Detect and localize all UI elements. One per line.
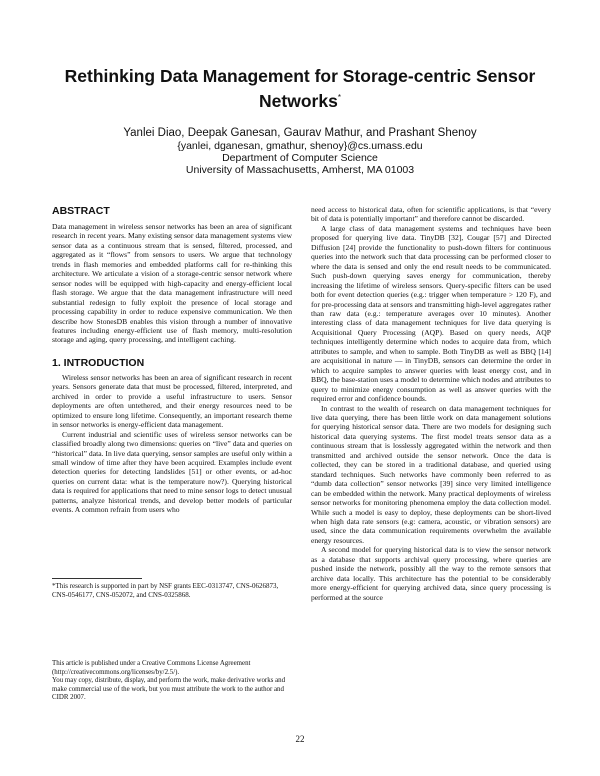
right-paragraph-3: In contrast to the wealth of research on data management techniques for live data querying, there has been little work on data management solutions for querying historical sensor data. There are two models for designing such historical data querying systems. The first model treats sensor data as a continuous stream that is losslessly aggregated within the network and then transmitted and archived outside the sensor network. Once the data is collected, they can be stored in a traditional database, and queried using standard techniques. Such networks have commonly been referred to as “dumb data collection” sensor networks [39] since very limited intelligence can be embedded within the network. Many practical deployments of wireless sensor networks for monitoring phenomena employ the data collection model. While such a model is easy to deploy, these deployments can be short-lived when high data rate sensors (e.g: camera, acoustic, or vibration sensors) are used, since the data communication requirements overwhelm the available energy resources. [311,403,551,545]
department: Department of Computer Science [222,151,378,164]
right-column [311,205,551,602]
abstract-heading: ABSTRACT [52,205,110,217]
title-block [40,66,560,176]
right-paragraph-1: need access to historical data, often for scientific applications, is that “every bit of data is potentially important” and therefore cannot be discarded. [311,205,551,224]
author-list: Yanlei Diao, Deepak Ganesan, Gaurav Mathur, and Prashant Shenoy [123,126,477,139]
license-line-2: You may copy, distribute, display, and perform the work, make derivative works and make commercial use of the work, but you must attribute the work to the author and CIDR 2007. [52,677,286,701]
introduction-heading: 1. INTRODUCTION [52,356,145,369]
right-paragraph-2: A large class of data management systems and techniques have been proposed for querying live data. TinyDB [32], Cougar [57] and Directed Diffusion [24] provide the functionality to push-down filters for continuous queries into the network such that data processing can be performed closer to where the data is sensed and only the end result needs to be communicated. Such push-down querying saves energy for communication, thereby increasing the lifetime of wireless sensors. Query-specific filters can be used both for event detection queries (e.g.: trigger when temperature > 120 F), and for pre-processing data at sensors and transmitting high-level aggregates rather than raw data (e.g.: temperature averages over 10 minutes). Another interesting class of data management techniques for live data querying is Acquisitional Query Processing (AQP). Based on query needs, AQP techniques intelligently determine which nodes to acquire data from, which attributes to sample, and when to sample. Both TinyDB as well as BBQ [14] are acquisitional in nature — in TinyDB, sensors can determine the order in which to acquire samples to answer queries with least energy cost, and in BBQ, the base-station uses a model to determine which nodes and attributes to query to minimize energy consumption as well as answer queries with the required error and confidence bounds. [311,223,551,404]
intro-paragraph-1: Wireless sensor networks has been an area of significant research in recent years. Sensors generate data that must be processed, filtered, interpreted, and archived in order to provide a useful infrastructure to users. Sensor deployments are often untethered, and their energy resources need to be optimized to ensure long lifetime. Consequently, an important research theme in sensor networks is energy-efficient data management. [52,372,292,430]
license-line-1: This article is published under a Creative Commons License Agreement (http://creativecommons.org/licenses/by/2.5/). [52,660,251,676]
footnote-rule [52,578,142,579]
abstract-text: Data management in wireless sensor networks has been an area of significant research in recent years. Many existing sensor data management systems view sensor data as a continuous stream that is sensed, filtered, processed, and aggregated as it “flows” from sensors to users. We argue that technology trends in flash memories and embedded platforms call for re-thinking this architecture. We articulate a vision of a storage-centric sensor network where sensor nodes will be equipped with high-capacity and energy-efficient local flash storage. We argue that the data management infrastructure will need substantial redesign to fully exploit the presence of local storage and processing capability in order to reduce expensive communication. We then describe how StonesDB enables this vision through a number of innovative features including energy-efficient use of flash memory, multi-resolution storage and aging, query processing, and intelligent caching. [52,222,292,345]
left-column [52,205,292,515]
right-paragraph-4: A second model for querying historical data is to view the sensor network as a database that supports archival query processing, where queries are pushed inside the network, possibly all the way to the remote sensors that archive data locally. This architecture has the potential to be considerably more energy-efficient for querying archived data, since query processing is performed at the source [311,545,551,602]
author-emails: {yanlei, dganesan, gmathur, shenoy}@cs.umass.edu [177,139,423,152]
intro-paragraph-2: Current industrial and scientific uses of wireless sensor networks can be classified broadly along two dimensions: queries on “live” data and queries on “historical” data. In live data querying, sensor samples are useful only within a small window of time after they have been acquired. Examples include event detection queries for detecting landslides [51] or other events, or ad-hoc queries on current data: what is the temperature now?). Querying historical data is required for applications that need to mine sensor logs to detect unusual patterns, analyze historical trends, and develop better models of particular events. A common refrain from users who [52,429,292,515]
funding-footnote: *This research is supported in part by NSF grants EEC-0313747, CNS-0626873, CNS-0546177, CNS-052072, and CNS-0325868. [52,582,279,599]
page-number: 22 [295,734,305,744]
license-notice [52,660,292,703]
university: University of Massachusetts, Amherst, MA 01003 [185,163,415,176]
title-footnote-mark: * [337,93,341,102]
paper-title: Rethinking Data Management for Storage-centric Sensor Networks* [64,66,536,111]
